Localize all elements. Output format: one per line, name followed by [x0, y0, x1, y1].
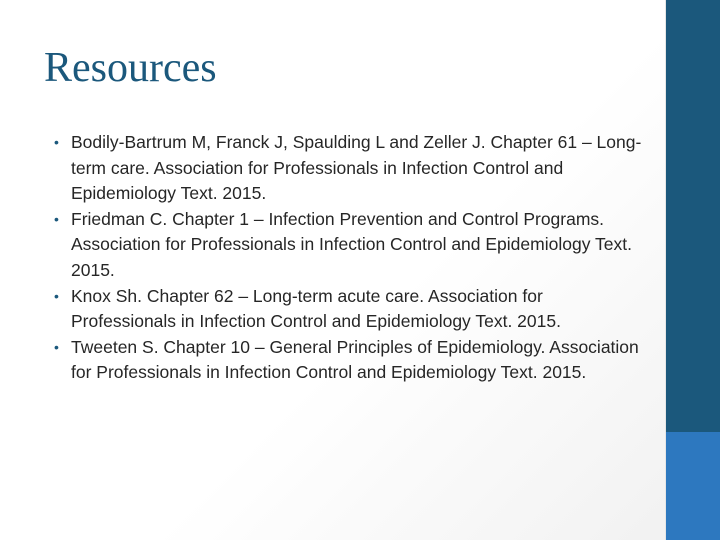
- slide-title: Resources: [44, 45, 217, 91]
- resource-list: [54, 130, 644, 386]
- resource-item-3: • Knox Sh. Chapter 62 – Long-term acute care. Association for Professionals in Infection Control and Epidemiology Text. 2015.: [54, 284, 644, 335]
- resource-item-4: • Tweeten S. Chapter 10 – General Principles of Epidemiology. Association for Professionals in Infection Control and Epidemiology Text. 2015.: [54, 335, 644, 386]
- resource-item-1: • Bodily-Bartrum M, Franck J, Spaulding L and Zeller J. Chapter 61 – Long-term care. Association for Professionals in Infection Control and Epidemiology Text. 2015.: [54, 130, 644, 207]
- resource-item-2: • Friedman C. Chapter 1 – Infection Prevention and Control Programs. Association for Professionals in Infection Control and Epidemiology Text. 2015.: [54, 207, 644, 284]
- side-bar-accent: [666, 432, 720, 540]
